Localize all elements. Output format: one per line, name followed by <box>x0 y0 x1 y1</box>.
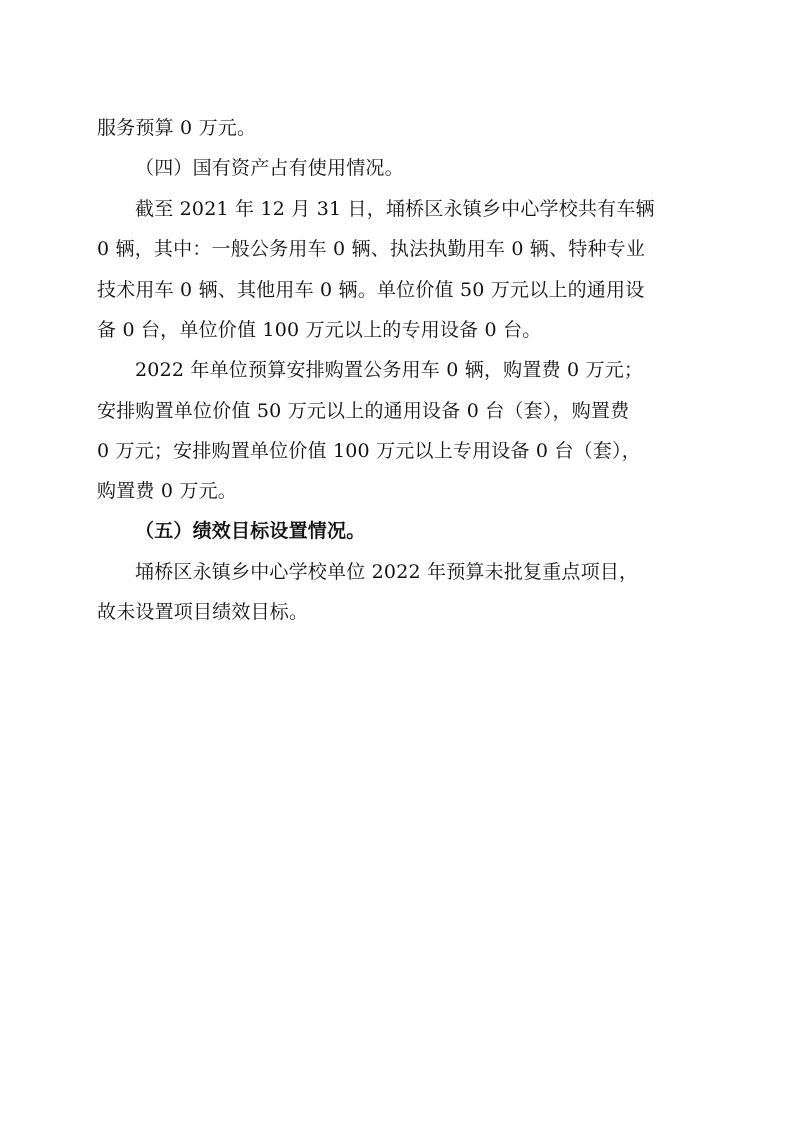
paragraph-line-10: 购置费 0 万元。 <box>97 480 237 502</box>
paragraph-line-13: 故未设置项目绩效目标。 <box>97 601 309 623</box>
section-heading-four: （四）国有资产占有使用情况。 <box>135 157 404 179</box>
section-heading-five: （五）绩效目标设置情况。 <box>135 520 366 542</box>
paragraph-line-4: 0 辆，其中：一般公务用车 0 辆、执法执勤用车 0 辆、特种专业 <box>97 238 646 260</box>
paragraph-line-8: 安排购置单位价值 50 万元以上的通用设备 0 台（套），购置费 <box>97 400 630 422</box>
paragraph-line-1: 服务预算 0 万元。 <box>97 117 257 139</box>
paragraph-line-5: 技术用车 0 辆、其他用车 0 辆。单位价值 50 万元以上的通用设 <box>97 279 645 301</box>
paragraph-line-12: 埇桥区永镇乡中心学校单位 2022 年预算未批复重点项目， <box>135 561 639 583</box>
paragraph-line-6: 备 0 台，单位价值 100 万元以上的专用设备 0 台。 <box>97 319 542 341</box>
paragraph-line-7: 2022 年单位预算安排购置公务用车 0 辆，购置费 0 万元； <box>135 359 644 381</box>
paragraph-line-3: 截至 2021 年 12 月 31 日，埇桥区永镇乡中心学校共有车辆 <box>135 198 655 220</box>
paragraph-line-9: 0 万元；安排购置单位价值 100 万元以上专用设备 0 台（套）， <box>97 440 641 462</box>
